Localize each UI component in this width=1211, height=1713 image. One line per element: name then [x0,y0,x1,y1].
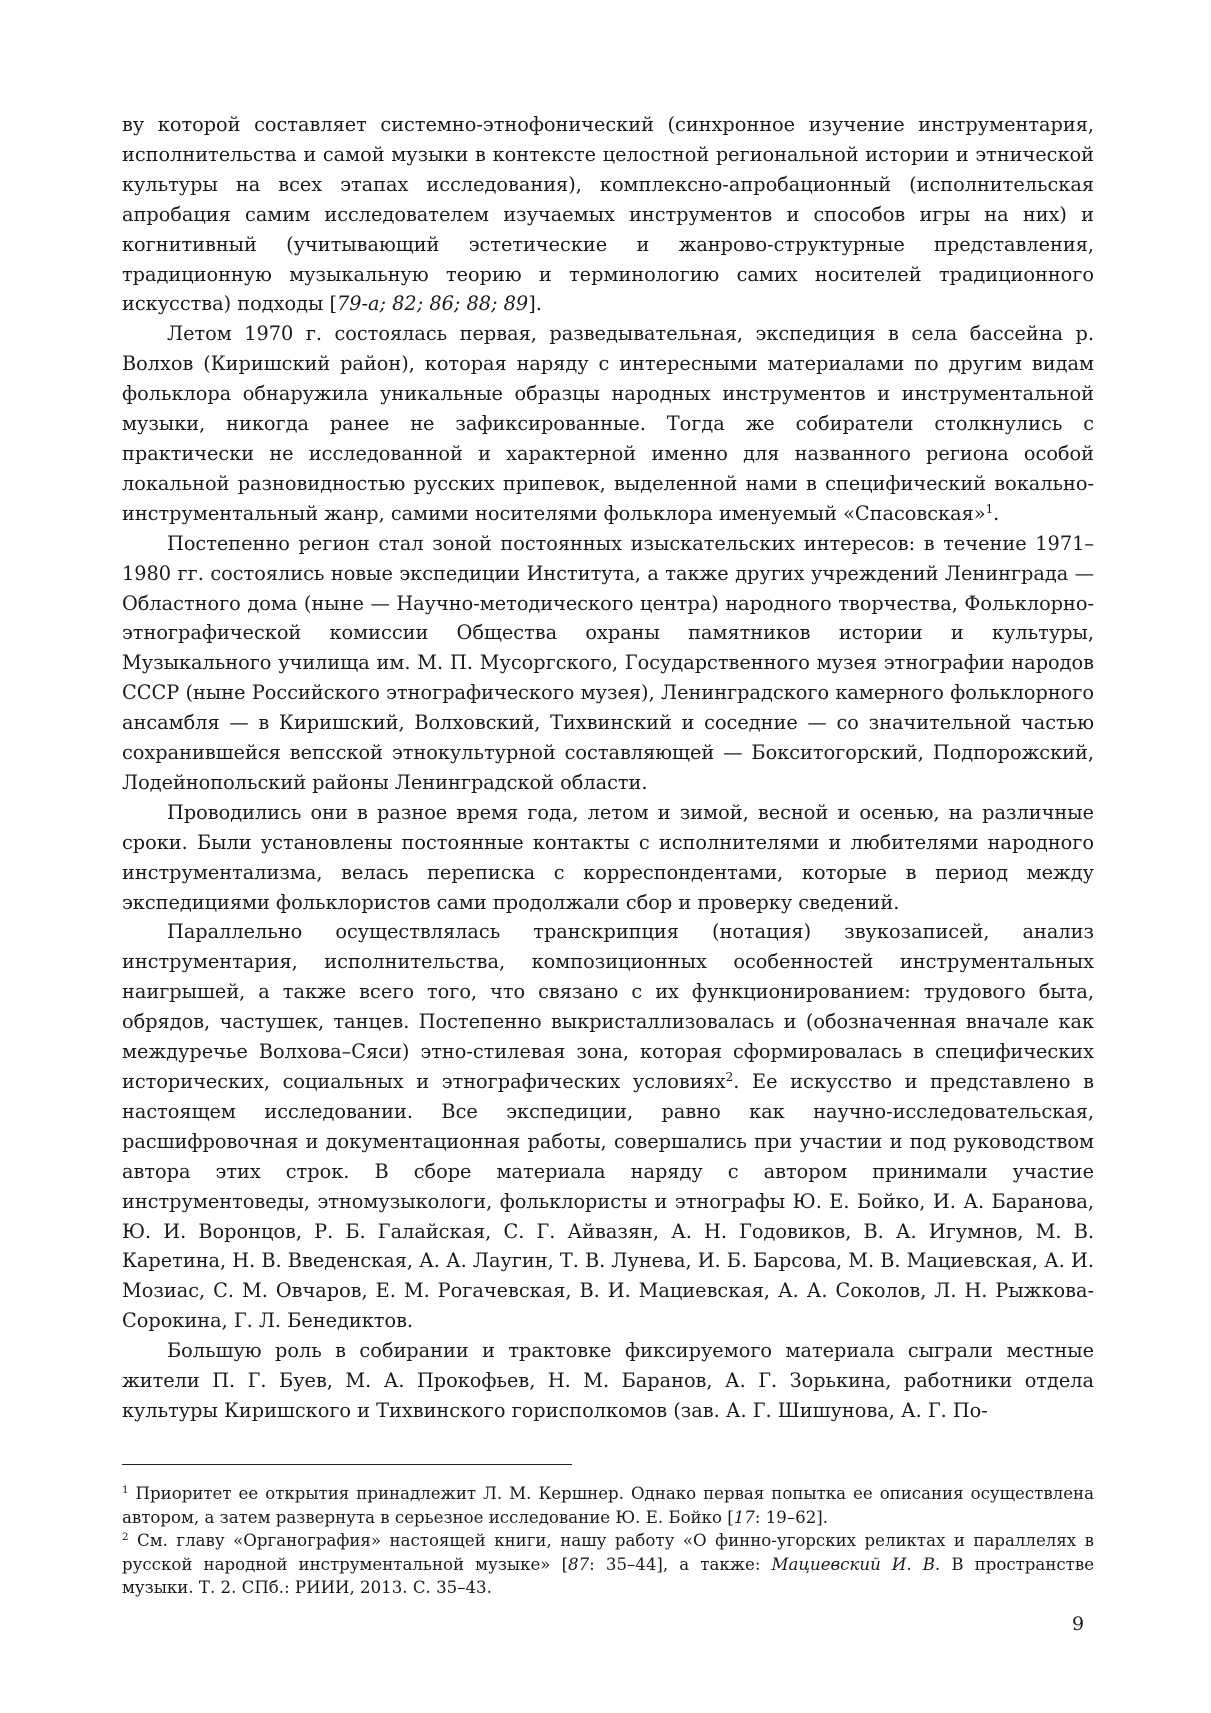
footnote-1 [122,1482,1094,1529]
italic-run: 79-а; 82; 86; 88; 89 [337,292,529,316]
page-number: 9 [1072,1613,1085,1635]
footnote-marker: 1 [122,1483,129,1496]
body-text [122,110,1094,1426]
text-run: . Ее искусство и представлено в настоящем исследовании. Все экспедиции, равно как научно-исследовательская, расшифровочная и документационная работы, совершались при участии и под руководством автора этих строк. В сборе материала наряду с автором принимали участие инструментоведы, этномузыкологи, фольклористы и этнографы Ю. Е. Бойко, И. А. Баранова, Ю. И. Воронцов, Р. Б. Галайская, С. Г. Айвазян, А. Н. Годовиков, В. А. Игумнов, М. В. Каретина, Н. В. Введенская, А. А. Лаугин, Т. В. Лунева, И. Б. Барсова, М. В. Мациевская, А. И. Мозиас, С. М. Овчаров, Е. М. Рогачевская, В. И. Мациевская, А. А. Соколов, Л. Н. Рыжкова-Сорокина, Г. Л. Бенедиктов. [122,1070,1094,1333]
text-run: Приоритет ее открытия принадлежит Л. М. Кершнер. Однако первая попытка ее описания осуществлена автором, а затем развернута в серьезное исследование Ю. Е. Бойко [ [122,1484,1094,1527]
footnote-divider [122,1464,572,1465]
text-run: Постепенно регион стал зоной постоянных изыскательских интересов: в течение 1971–1980 гг. состоялись новые экспедиции Института, а также других учреждений Ленинграда — Областного дома (ныне — Научно-методического центра) народного творчества, Фольклорно-этнографической комиссии Общества охраны памятников истории и культуры, Музыкального училища им. М. П. Мусоргского, Государственного музея этнографии народов СССР (ныне Российского этнографического музея), Ленинградского камерного фольклорного ансамбля — в Киришский, Волховский, Тихвинский и соседние — со значительной частью сохранившейся вепсской этнокультурной составляющей — Бокситогорский, Подпорожский, Лодейнопольский районы Ленинградской области. [122,531,1094,794]
footnotes [122,1482,1094,1600]
text-run: . [993,501,1000,525]
text-run: ]. [528,292,542,316]
paragraph-1 [122,110,1094,319]
italic-run: 87 [568,1554,590,1574]
text-run: Летом 1970 г. состоялась первая, разведывательная, экспедиция в села бассейна р. Волхов (Киришский район), которая наряду с интересными материалами по другим видам фольклора обнаружила уникальные образцы народных инструментов и инструментальной музыки, никогда ранее не зафиксированные. Тогда же собиратели столкнулись с практически не исследованной и характерной именно для названного региона особой локальной разновидностью русских припевок, выделенной нами в специфический вокально-инструментальный жанр, самими носителями фольклора именуемый «Спасовская» [122,322,1094,525]
text-run: Параллельно осуществлялась транскрипция (нотация) звукозаписей, анализ инструментария, исполнительства, композиционных особенностей инструментальных наигрышей, а также всего того, что связано с их функционированием: трудового быта, обрядов, частушек, танцев. Постепенно выкристаллизовалась и (обозначенная вначале как междуречье Волхова–Сяси) этно-стилевая зона, которая сформировалась в специфических исторических, социальных и этнографических условиях [122,920,1094,1093]
paragraph-5 [122,917,1094,1336]
footnote-marker: 2 [122,1531,129,1544]
text-run: Большую роль в собирании и трактовке фиксируемого материала сыграли местные жители П. Г. Буев, М. А. Прокофьев, Н. М. Баранов, А. Г. Зорькина, работники отдела культуры Киришского и Тихвинского горисполкомов (зав. А. Г. Шишунова, А. Г. По- [122,1339,1094,1422]
paragraph-6 [122,1336,1094,1426]
footnote-marker: 1 [985,501,994,516]
paragraph-2 [122,319,1094,528]
text-run: В пространстве музыки. Т. 2. СПб.: РИИИ, 2013. С. 35–43. [122,1554,1095,1598]
text-run: : 19–62]. [754,1507,828,1527]
paragraph-3 [122,529,1094,798]
paragraph-4 [122,798,1094,918]
text-run: ву которой составляет системно-этнофонический (синхронное изучение инструментария, исполнительства и самой музыки в контексте целостной региональной истории и этнической культуры на всех этапах исследования), комплексно-апробационный (исполнительская апробация самим исследователем изучаемых инструментов и способов игры на них) и когнитивный (учитывающий эстетические и жанрово-структурные представления, традиционную музыкальную теорию и терминологию самих носителей традиционного искусства) подходы [ [122,113,1094,316]
footnote-marker: 2 [725,1069,734,1084]
footnote-2 [122,1529,1094,1600]
italic-run: 17 [733,1507,755,1527]
text-run: См. главу «Органография» настоящей книги, нашу работу «О финно-угорских реликтах и параллелях в русской народной инструментальной музыке» [ [122,1531,1094,1574]
text-run: Проводились они в разное время года, летом и зимой, весной и осенью, на различные сроки. Были установлены постоянные контакты с исполнителями и любителями народного инструментализма, велась переписка с корреспондентами, которые в период между экспедициями фольклористов сами продолжали сбор и проверку сведений. [122,800,1094,914]
italic-run: Мациевский И. В. [771,1554,941,1574]
text-run: : 35–44], а также: [589,1554,772,1574]
